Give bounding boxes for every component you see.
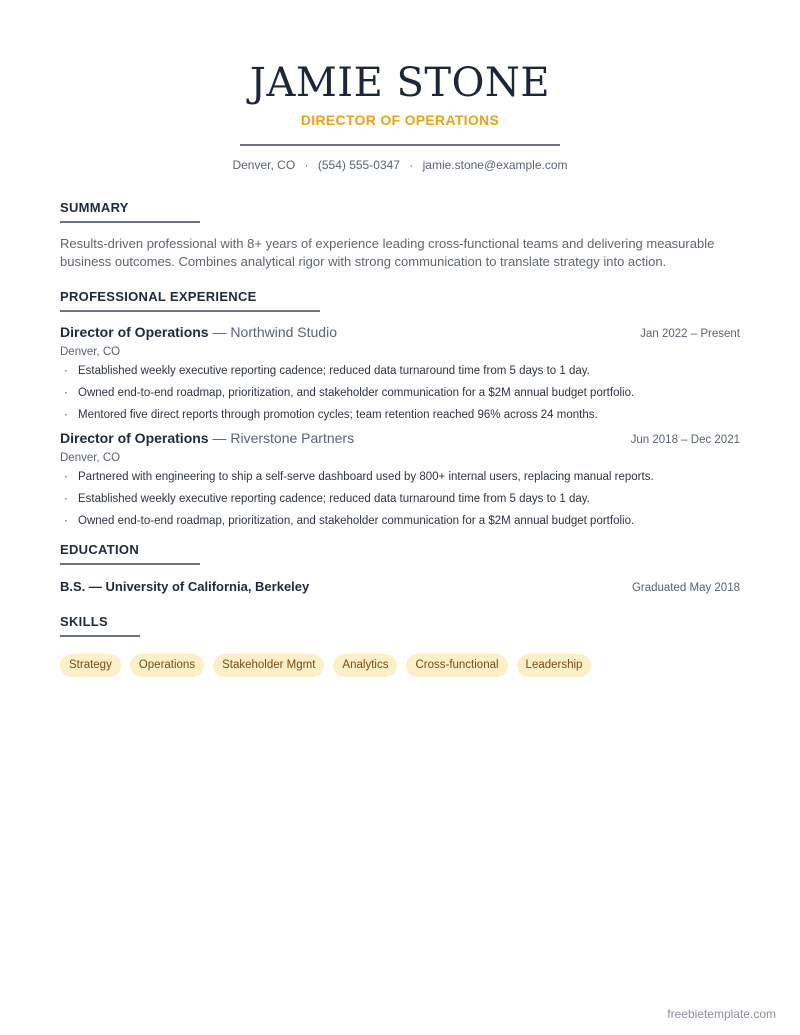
section-title-skills: SKILLS (60, 614, 109, 629)
skill-chip: Strategy (60, 654, 121, 677)
section-title-education: EDUCATION (60, 542, 140, 557)
bullet-text: Owned end-to-end roadmap, prioritization, and stakeholder communication for a $2M annual budget portfolio. (78, 387, 635, 399)
list-item (60, 466, 740, 488)
job-entry (60, 324, 740, 426)
section-title-experience: PROFESSIONAL EXPERIENCE (60, 289, 257, 304)
job-dates: Jun 2018 – Dec 2021 (630, 434, 740, 446)
job-header (60, 324, 740, 342)
skill-chip: Cross-functional (406, 654, 507, 677)
section-divider (60, 563, 200, 565)
skill-chip: Stakeholder Mgmt (213, 654, 324, 677)
bullet-text: Established weekly executive reporting cadence; reduced data turnaround time from 5 days to 1 day. (78, 365, 590, 377)
footer-watermark: freebietemplate.com (667, 1007, 776, 1021)
job-company: — Northwind Studio (208, 324, 337, 340)
job-heading (60, 430, 354, 448)
contact-line (0, 158, 800, 172)
bullet-text: Owned end-to-end roadmap, prioritization, and stakeholder communication for a $2M annual budget portfolio. (78, 515, 635, 527)
bullet-text: Established weekly executive reporting cadence; reduced data turnaround time from 5 days to 1 day. (78, 493, 590, 505)
section-title-summary: SUMMARY (60, 200, 129, 215)
bullet-icon: · (64, 387, 68, 399)
bullet-icon: · (64, 365, 68, 377)
bullet-icon: · (64, 493, 68, 505)
job-title: Director of Operations (60, 430, 209, 446)
contact-phone: (554) 555-0347 (317, 158, 400, 172)
bullet-text: Mentored five direct reports through promotion cycles; team retention reached 96% across 24 months. (78, 409, 598, 421)
bullet-icon: · (64, 471, 68, 483)
list-item (60, 404, 740, 426)
job-bullets (60, 360, 740, 426)
skill-chip: Analytics (333, 654, 397, 677)
candidate-name: JAMIE STONE (249, 60, 551, 106)
education-section (60, 542, 740, 594)
contact-separator: · (409, 158, 414, 172)
education-entry (60, 579, 740, 594)
section-divider (60, 635, 140, 637)
list-item (60, 360, 740, 382)
job-bullets (60, 466, 740, 532)
job-header (60, 430, 740, 448)
resume-header (0, 0, 800, 172)
section-divider (60, 310, 320, 312)
list-item (60, 382, 740, 404)
experience-section (60, 289, 740, 532)
bullet-icon: · (64, 515, 68, 527)
job-entry (60, 430, 740, 532)
education-date: Graduated May 2018 (631, 582, 740, 594)
candidate-role: DIRECTOR OF OPERATIONS (300, 112, 500, 128)
job-dates: Jan 2022 – Present (640, 328, 740, 340)
job-heading (60, 324, 337, 342)
bullet-text: Partnered with engineering to ship a self-serve dashboard used by 800+ internal users, replacing manual reports. (78, 471, 654, 483)
job-location: Denver, CO (60, 346, 121, 358)
summary-section (60, 200, 740, 271)
summary-text: Results-driven professional with 8+ years of experience leading cross-functional teams and delivering measurable business outcomes. Combines analytical rigor with strong communication to translate strategy into action. (60, 236, 715, 269)
job-location: Denver, CO (60, 452, 121, 464)
list-item (60, 488, 740, 510)
bullet-icon: · (64, 409, 68, 421)
job-company: — Riverstone Partners (208, 430, 355, 446)
list-item (60, 510, 740, 532)
education-degree: B.S. — University of California, Berkeley (60, 579, 310, 594)
job-title: Director of Operations (60, 324, 209, 340)
contact-email: jamie.stone@example.com (422, 158, 568, 172)
contact-location: Denver, CO (232, 158, 296, 172)
skill-chips (60, 654, 740, 677)
skill-chip: Leadership (517, 654, 592, 677)
section-divider (60, 221, 200, 223)
skill-chip: Operations (130, 654, 204, 677)
contact-separator: · (304, 158, 309, 172)
header-divider (240, 144, 560, 146)
skills-section (60, 614, 740, 677)
resume-body (60, 200, 740, 677)
